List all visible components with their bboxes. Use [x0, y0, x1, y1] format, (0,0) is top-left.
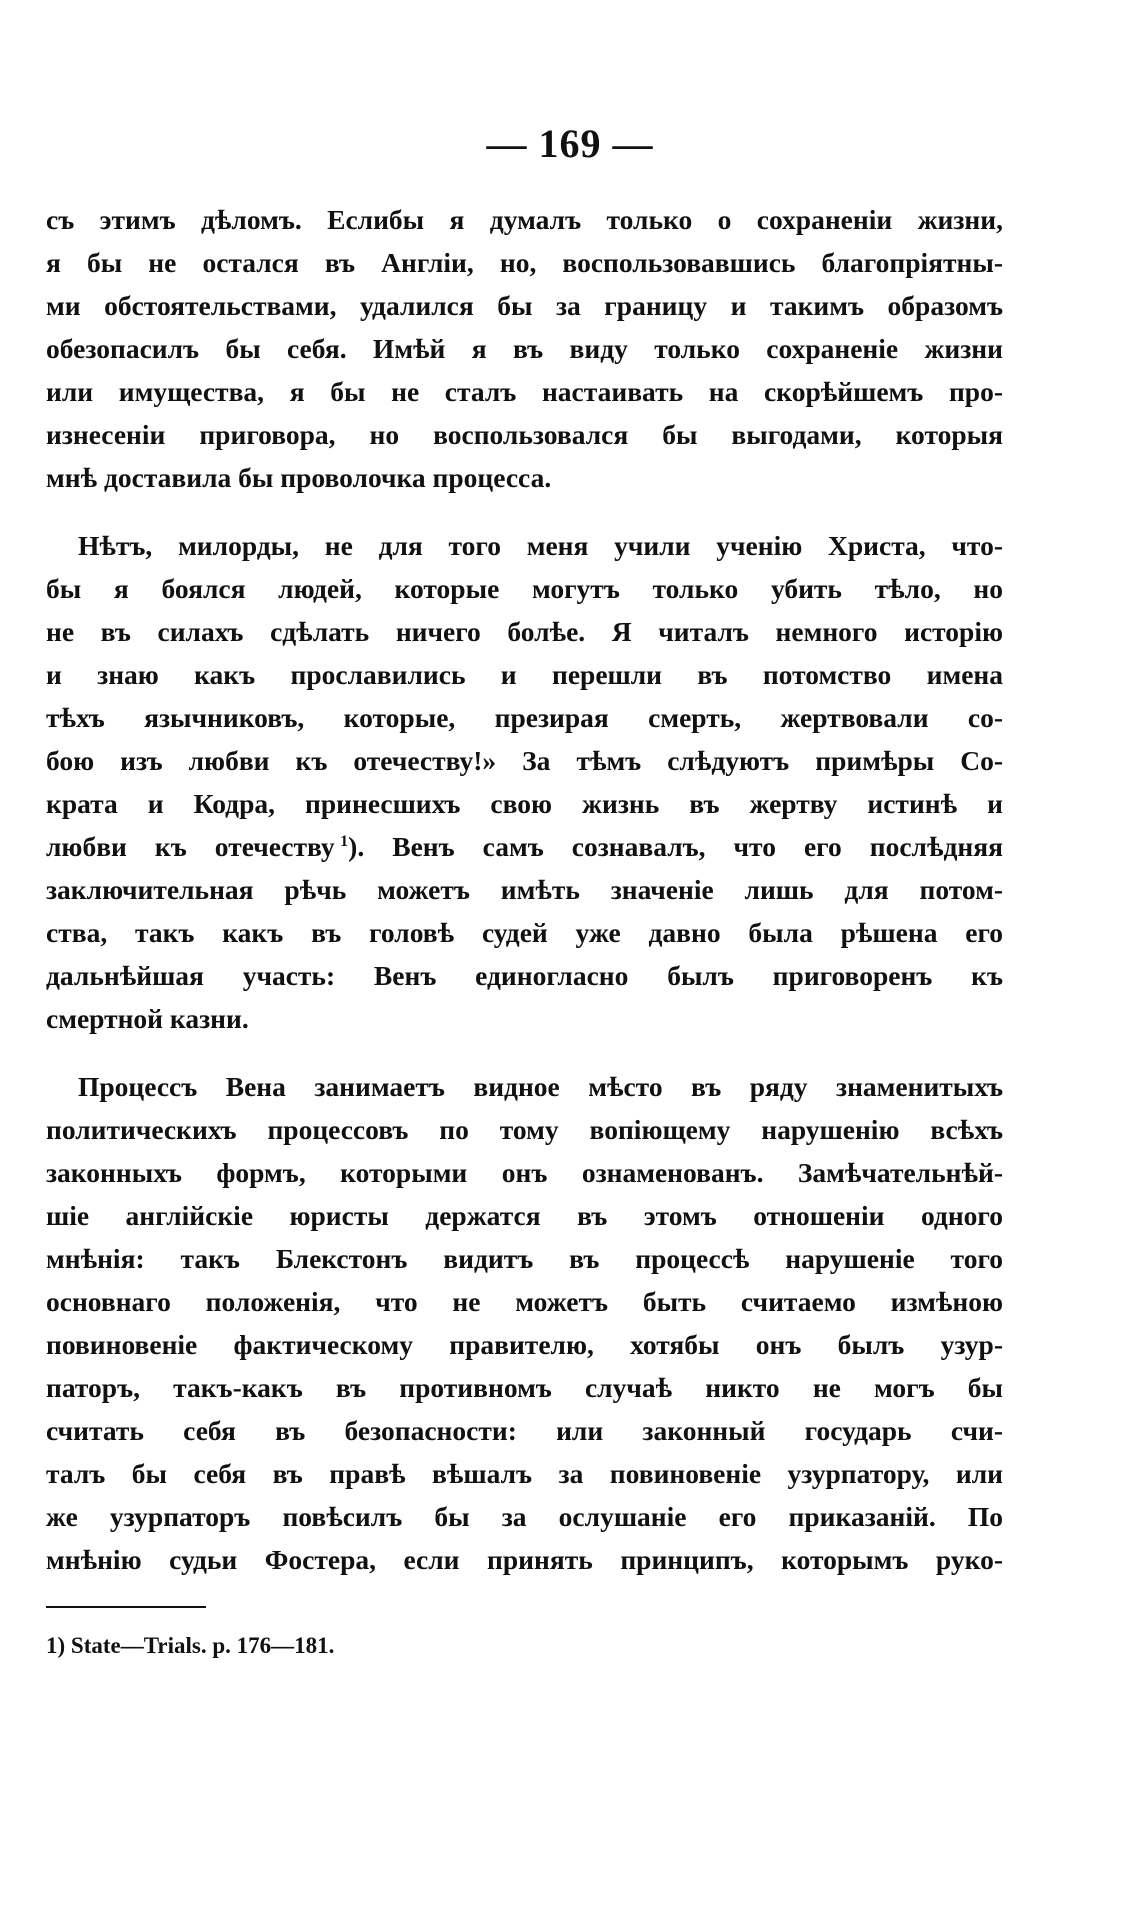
text-line: считать себя въ безопасности: или законный государь счи-: [46, 1415, 1003, 1446]
text-line: мнѣ доставила бы проволочка процесса.: [46, 462, 552, 493]
text-line: мнѣнія: такъ Блекстонъ видитъ въ процессѣ нарушеніе того: [46, 1243, 1003, 1274]
paragraph: [46, 524, 1003, 1040]
footnote: [46, 1630, 334, 1662]
text-line: талъ бы себя въ правѣ вѣшалъ за повиновеніе узурпатору, или: [46, 1458, 1003, 1489]
body-text: [46, 198, 1003, 1581]
footnote-text: State—Trials. p. 176—181.: [70, 1633, 335, 1658]
text-line: паторъ, такъ-какъ въ противномъ случаѣ никто не могъ бы: [46, 1372, 1003, 1403]
text-line: бы я боялся людей, которые могутъ только убить тѣло, но: [46, 573, 1003, 604]
text-line: ства, такъ какъ въ головѣ судей уже давно была рѣшена его: [46, 917, 1003, 948]
footnote-reference[interactable]: 1: [340, 832, 349, 850]
footnote-divider: [46, 1606, 206, 1608]
text-line: же узурпаторъ повѣсилъ бы за ослушаніе его приказаній. По: [46, 1501, 1003, 1532]
text-line: основнаго положенія, что не можетъ быть считаемо измѣною: [46, 1286, 1003, 1317]
text-line: съ этимъ дѣломъ. Еслибы я думалъ только о сохраненіи жизни,: [46, 204, 1003, 235]
text-line: я бы не остался въ Англіи, но, воспользовавшись благопріятны-: [46, 247, 1003, 278]
text-line: Нѣтъ, милорды, не для того меня учили ученію Христа, что-: [78, 530, 1003, 561]
footnote-marker: 1): [46, 1633, 66, 1658]
text-line: тѣхъ язычниковъ, которые, презирая смерть, жертвовали со-: [46, 702, 1003, 733]
text-line: дальнѣйшая участь: Венъ единогласно былъ приговоренъ къ: [46, 960, 1003, 991]
paragraph: [46, 1065, 1003, 1581]
page-number: — 169 —: [486, 121, 654, 166]
text-line: крата и Кодра, принесшихъ свою жизнь въ жертву истинѣ и: [46, 788, 1003, 819]
text-line: и знаю какъ прославились и перешли въ потомство имена: [46, 659, 1003, 690]
text-fragment: ). Венъ самъ сознавалъ, что его послѣдняя: [348, 831, 1003, 862]
text-line: политическихъ процессовъ по тому вопіющему нарушенію всѣхъ: [46, 1114, 1003, 1145]
text-line: бою изъ любви къ отечеству!» За тѣмъ слѣдуютъ примѣры Со-: [46, 745, 1003, 776]
text-line: не въ силахъ сдѣлать ничего болѣе. Я читалъ немного исторію: [46, 616, 1003, 647]
text-line: заключительная рѣчь можетъ имѣть значеніе лишь для потом-: [46, 874, 1003, 905]
text-line: обезопасилъ бы себя. Имѣй я въ виду только сохраненіе жизни: [46, 333, 1003, 364]
text-line-with-footnote: [46, 825, 1003, 868]
text-line: мнѣнію судьи Фостера, если принять принципъ, которымъ руко-: [46, 1544, 1003, 1575]
text-fragment: любви къ отечеству: [46, 831, 335, 862]
text-line: смертной казни.: [46, 1003, 249, 1034]
text-line: или имущества, я бы не сталъ настаивать на скорѣйшемъ про-: [46, 376, 1003, 407]
text-line: изнесеніи приговора, но воспользовался бы выгодами, которыя: [46, 419, 1003, 450]
text-line: Процессъ Вена занимаетъ видное мѣсто въ ряду знаменитыхъ: [78, 1071, 1003, 1102]
text-line: повиновеніе фактическому правителю, хотябы онъ былъ узур-: [46, 1329, 1003, 1360]
paragraph: [46, 198, 1003, 499]
text-line: законныхъ формъ, которыми онъ ознаменованъ. Замѣчательнѣй-: [46, 1157, 1003, 1188]
text-line: шіе англійскіе юристы держатся въ этомъ отношеніи одного: [46, 1200, 1003, 1231]
text-line: ми обстоятельствами, удалился бы за границу и такимъ образомъ: [46, 290, 1003, 321]
